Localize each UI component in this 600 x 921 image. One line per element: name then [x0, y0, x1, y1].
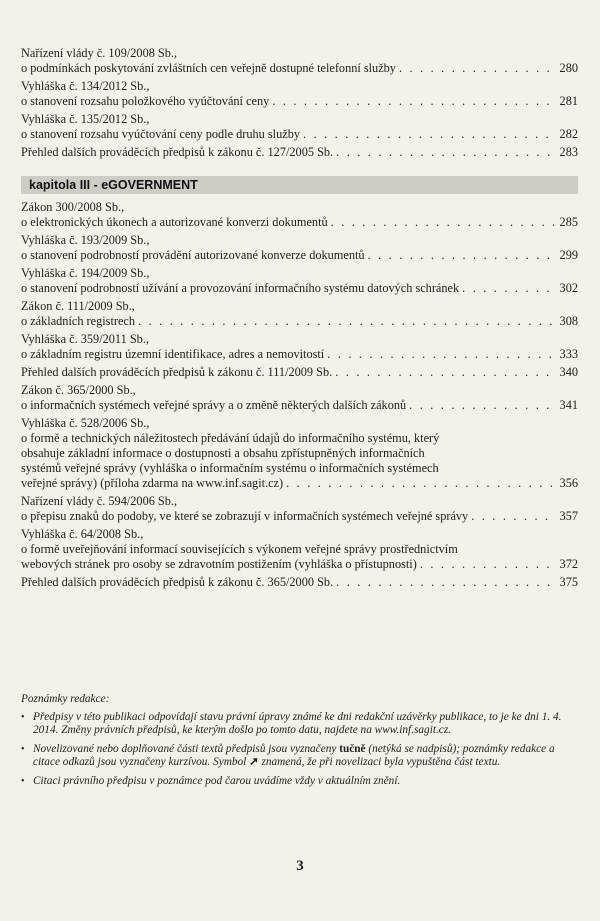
toc-entry-line — [21, 332, 578, 347]
toc-entry-text: Vyhláška č. 194/2009 Sb., — [21, 266, 150, 280]
toc-page-number: 308 — [559, 314, 578, 328]
toc-entry-line — [21, 248, 578, 263]
table-of-contents — [21, 46, 578, 593]
dot-leader — [468, 509, 554, 524]
toc-page-number: 333 — [559, 347, 578, 361]
toc-entry-line — [21, 476, 578, 491]
note-text — [33, 743, 578, 770]
toc-entry — [21, 145, 578, 160]
toc-entry-text: o stanovení rozsahu vyúčtování ceny podle druhu služby — [21, 127, 301, 141]
toc-entry-text: o stanovení podrobností užívání a provozování informačního systému datových schránek — [21, 281, 460, 295]
toc-entry-text: webových stránek pro osoby se zdravotním postižením (vyhláška o přístupnosti) — [21, 557, 417, 571]
dot-leader — [333, 145, 554, 160]
toc-entry-text: o přepisu znaků do podoby, ve které se zobrazují v informačních systémech veřejné správy — [21, 509, 469, 523]
dot-leader — [269, 94, 554, 109]
toc-page-number: 375 — [559, 575, 578, 589]
toc-entry-line — [21, 314, 578, 329]
toc-entry-text: o elektronických úkonech a autorizované konverzi dokumentů — [21, 215, 328, 229]
note-item — [21, 743, 578, 770]
toc-entry-text: Vyhláška č. 64/2008 Sb., — [21, 527, 144, 541]
toc-entry-line — [21, 383, 578, 398]
toc-entry-text: Přehled dalších prováděcích předpisů k zákonu č. 365/2000 Sb. — [21, 575, 334, 589]
toc-entry-text: Nařízení vlády č. 109/2008 Sb., — [21, 46, 178, 60]
dot-leader — [333, 575, 554, 590]
bullet-icon: • — [21, 711, 25, 723]
toc-entry-line — [21, 527, 578, 542]
toc-entry-text: systémů veřejné správy (vyhláška o informačním systému o informačních systémech — [21, 461, 439, 475]
toc-entry — [21, 46, 578, 76]
omission-arrow-icon: ➚ — [249, 756, 259, 768]
note-text-part: znamená, že při novelizaci byla vypuštěna část textu. — [258, 756, 501, 768]
dot-leader — [324, 347, 554, 362]
toc-entry-line — [21, 61, 578, 76]
toc-entry-line — [21, 431, 578, 446]
toc-page-number: 356 — [559, 476, 578, 490]
toc-page-number: 302 — [559, 281, 578, 295]
toc-entry-text: Zákon 300/2008 Sb., — [21, 200, 125, 214]
toc-entry-line — [21, 127, 578, 142]
toc-entry-line — [21, 46, 578, 61]
note-item — [21, 711, 578, 738]
toc-entry-text: o základních registrech — [21, 314, 136, 328]
toc-entry-text: Vyhláška č. 134/2012 Sb., — [21, 79, 150, 93]
toc-page-number: 340 — [559, 365, 578, 379]
toc-entry-line — [21, 509, 578, 524]
toc-entry-line — [21, 233, 578, 248]
dot-leader — [417, 557, 554, 572]
dot-leader — [283, 476, 554, 491]
toc-entry — [21, 365, 578, 380]
dot-leader — [406, 398, 554, 413]
toc-page-number: 281 — [559, 94, 578, 108]
toc-entry-text: Zákon č. 365/2000 Sb., — [21, 383, 136, 397]
editorial-notes — [21, 693, 578, 794]
toc-entry — [21, 575, 578, 590]
toc-entry-line — [21, 200, 578, 215]
note-item — [21, 775, 578, 789]
toc-entry-line — [21, 542, 578, 557]
toc-entry — [21, 112, 578, 142]
toc-page-number: 341 — [559, 398, 578, 412]
toc-entry-line — [21, 79, 578, 94]
toc-entry-line — [21, 215, 578, 230]
toc-entry-text: Vyhláška č. 135/2012 Sb., — [21, 112, 150, 126]
toc-entry — [21, 299, 578, 329]
toc-entry-text: Zákon č. 111/2009 Sb., — [21, 299, 135, 313]
toc-entry-text: o informačních systémech veřejné správy a o změně některých dalších zákonů — [21, 398, 407, 412]
page-number: 3 — [296, 858, 304, 874]
dot-leader — [300, 127, 554, 142]
toc-page-number: 282 — [559, 127, 578, 141]
toc-entry-text: o formě a technických náležitostech předávání údajů do informačního systému, který — [21, 431, 440, 445]
toc-entry-text: o formě uveřejňování informací souvisejících s výkonem veřejné správy prostřednictvím — [21, 542, 458, 556]
toc-entry — [21, 233, 578, 263]
toc-entry-text: Přehled dalších prováděcích předpisů k zákonu č. 127/2005 Sb. — [21, 145, 334, 159]
toc-entry-line — [21, 557, 578, 572]
toc-entry-text: Vyhláška č. 193/2009 Sb., — [21, 233, 150, 247]
toc-entry — [21, 200, 578, 230]
toc-entry-text: o stanovení podrobností provádění autorizované konverze dokumentů — [21, 248, 365, 262]
note-text-part: Novelizované nebo doplňované části textů předpisů jsou vyznačeny — [33, 742, 340, 755]
dot-leader — [396, 61, 554, 76]
toc-entry-text: o podmínkách poskytování zvláštních cen veřejně dostupné telefonní služby — [21, 61, 396, 75]
toc-entry-text: Vyhláška č. 359/2011 Sb., — [21, 332, 149, 346]
toc-entry — [21, 416, 578, 491]
toc-page-number: 299 — [559, 248, 578, 262]
toc-entry-line — [21, 347, 578, 362]
toc-entry-text: Nařízení vlády č. 594/2006 Sb., — [21, 494, 178, 508]
toc-entry — [21, 266, 578, 296]
note-text: Předpisy v této publikaci odpovídají stavu právní úpravy známé ke dni redakční uzávěrky publikace, to je ke dni 1. 4. 2014. Změny právních předpisů, ke kterým došlo po tomto datu, najdete na www.inf.sagit.cz. — [33, 710, 562, 736]
toc-page-number: 285 — [559, 215, 578, 229]
toc-entry-text: veřejné správy) (příloha zdarma na www.inf.sagit.cz) — [21, 476, 284, 490]
note-bold-word: tučně — [339, 742, 366, 755]
toc-entry-line — [21, 446, 578, 461]
toc-entry — [21, 383, 578, 413]
toc-page-number: 280 — [559, 61, 578, 75]
note-text-part: (netýká se nadpisů); poznámky redakce a citace odkazů jsou vyznačeny kurzívou. Symbol — [33, 742, 555, 768]
dot-leader — [328, 215, 554, 230]
toc-entry-line — [21, 145, 578, 160]
toc-entry — [21, 527, 578, 572]
toc-entry — [21, 494, 578, 524]
toc-entry — [21, 79, 578, 109]
dot-leader — [365, 248, 554, 263]
toc-entry — [21, 332, 578, 362]
toc-section-egovernment — [21, 200, 578, 590]
note-text: Citaci právního předpisu v poznámce pod čarou uvádíme vždy v aktuálním znění. — [33, 774, 401, 787]
toc-page-number: 372 — [559, 557, 578, 571]
toc-page-number: 357 — [559, 509, 578, 523]
toc-entry-text: Vyhláška č. 528/2006 Sb., — [21, 416, 150, 430]
toc-entry-line — [21, 494, 578, 509]
toc-entry-text: o základním registru územní identifikace, adres a nemovitostí — [21, 347, 325, 361]
toc-entry-text: obsahuje základní informace o dostupnosti a obsahu zpřístupněných informačních — [21, 446, 425, 460]
toc-entry-text: Přehled dalších prováděcích předpisů k zákonu č. 111/2009 Sb. — [21, 365, 333, 379]
toc-entry-line — [21, 266, 578, 281]
toc-entry-line — [21, 416, 578, 431]
toc-entry-line — [21, 461, 578, 476]
dot-leader — [459, 281, 554, 296]
toc-entry-line — [21, 281, 578, 296]
toc-page-number: 283 — [559, 145, 578, 159]
notes-heading: Poznámky redakce: — [21, 693, 110, 705]
toc-entry-line — [21, 575, 578, 590]
toc-section-top — [21, 46, 578, 160]
dot-leader — [135, 314, 554, 329]
bullet-icon: • — [21, 775, 25, 787]
toc-entry-line — [21, 299, 578, 314]
toc-entry-line — [21, 365, 578, 380]
toc-entry-line — [21, 112, 578, 127]
toc-entry-line — [21, 94, 578, 109]
toc-entry-text: o stanovení rozsahu položkového vyúčtování ceny — [21, 94, 270, 108]
chapter-heading: kapitola III - eGOVERNMENT — [21, 176, 578, 194]
dot-leader — [332, 365, 554, 380]
bullet-icon: • — [21, 743, 25, 755]
toc-entry-line — [21, 398, 578, 413]
